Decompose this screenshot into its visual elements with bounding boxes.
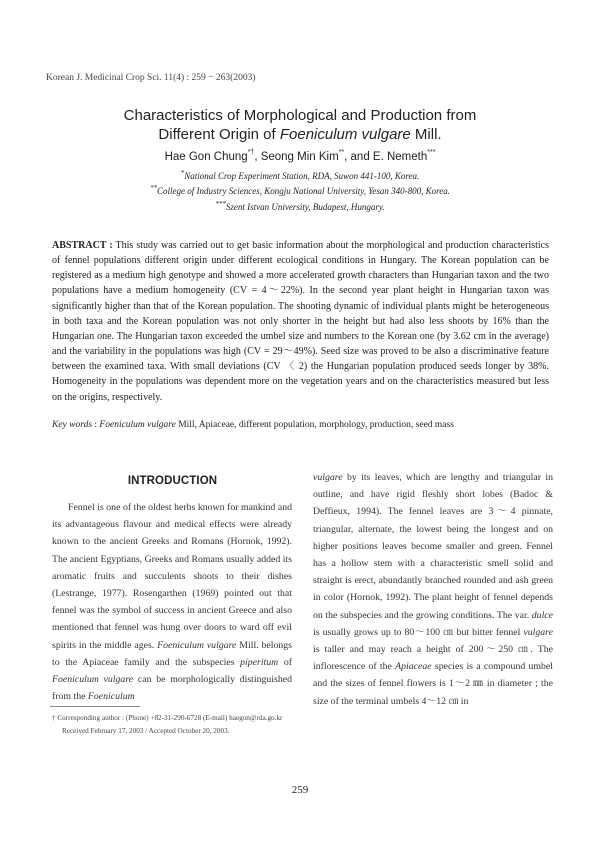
left-italic-2: piperitum bbox=[240, 656, 279, 668]
affiliation-2-mark: ** bbox=[149, 184, 157, 192]
left-text-2: Mill. belongs to the Apiaceae family and the subspecies bbox=[52, 639, 292, 668]
intro-left-column bbox=[52, 499, 292, 705]
affiliation-2-text: College of Industry Sciences, Kongju National University, Yesan 340-800, Korea. bbox=[156, 186, 451, 196]
right-text-1: by its leaves, which are lengthy and triangular in outline, and have rigid fleshly short lobes (Badoc & Deffieux, 1994). The fennel leaves are 3〜4 pinnate, triangular, alternate, the lowest being the longest and on higher positions leaves become smaller and green. Fennel has a hollow stem with a characteristic smell solid and straight is erect, abundantly branched rounded and ash green in color (Hornok, 1992). The plant height of fennel depends on the subspecies and the growing conditions. The var. bbox=[313, 472, 553, 621]
section-heading-introduction: INTRODUCTION bbox=[127, 475, 218, 487]
left-italic-1: Foeniculum vulgare bbox=[157, 639, 237, 651]
right-text-2: is usually grows up to 80〜100 ㎝ but bitter fennel bbox=[313, 626, 524, 638]
title-line-2-suffix: Mill. bbox=[410, 126, 442, 143]
right-text-4: species is a compound umbel and the sizes of fennel flowers is 1〜2 ㎜ in diameter ; the size of the terminal umbels 4〜12 ㎝ in bbox=[313, 661, 553, 707]
author-2: , Seong Min Kim bbox=[254, 151, 339, 163]
affiliation-3 bbox=[0, 202, 600, 212]
abstract bbox=[52, 238, 549, 405]
footnote-received-dates: Received February 17, 2003 / Accepted October 20, 2003. bbox=[62, 727, 230, 735]
affiliation-3-text: Szent Istvan University, Budapest, Hungary. bbox=[225, 202, 385, 212]
abstract-label: ABSTRACT : bbox=[52, 240, 113, 251]
keywords-separator: : bbox=[92, 420, 100, 430]
author-list bbox=[0, 151, 600, 163]
affiliation-1-text: National Crop Experiment Station, RDA, Suwon 441-100, Korea. bbox=[184, 171, 420, 181]
title-line-2 bbox=[0, 125, 600, 144]
affiliation-2 bbox=[0, 186, 600, 196]
intro-right-column bbox=[313, 469, 553, 710]
left-italic-4: Foeniculum bbox=[87, 691, 135, 703]
left-text-3: of bbox=[278, 656, 292, 668]
title-species: Foeniculum vulgare bbox=[279, 126, 411, 143]
author-1: Hae Gon Chung bbox=[164, 151, 248, 163]
author-2-mark: ** bbox=[338, 149, 345, 156]
right-italic-2: dulce bbox=[531, 609, 553, 621]
page-number: 259 bbox=[291, 784, 309, 796]
keywords bbox=[52, 420, 549, 430]
paper-title bbox=[0, 106, 600, 144]
journal-citation: Korean J. Medicinal Crop Sci. 11(4) : 259 − 263(2003) bbox=[46, 73, 256, 83]
footnote-corresponding-author: † Corresponding author : (Phone) +82-31-290-6728 (E-mail) haegon@rda.go.kr bbox=[52, 714, 283, 722]
right-italic-3: vulgare bbox=[523, 626, 553, 638]
footnote-rule bbox=[50, 706, 140, 707]
keywords-species: Foeniculum vulgare bbox=[99, 420, 176, 430]
keywords-label: Key words bbox=[52, 420, 93, 430]
author-1-mark: *† bbox=[247, 149, 255, 156]
affiliation-3-mark: *** bbox=[215, 200, 226, 208]
title-line-2-prefix: Different Origin of bbox=[158, 126, 280, 143]
right-italic-4: Apiaceae bbox=[395, 661, 432, 673]
author-3-mark: *** bbox=[427, 149, 436, 156]
left-text-4: can be morphologically distinguished from the bbox=[52, 674, 292, 703]
affiliation-1-mark: * bbox=[180, 169, 185, 177]
left-italic-3: Foeniculum vulgare bbox=[52, 674, 134, 686]
affiliation-1 bbox=[0, 171, 600, 181]
keywords-rest: Mill, Apiaceae, different population, morphology, production, seed mass bbox=[175, 420, 454, 430]
left-text-1: Fennel is one of the oldest herbs known for mankind and its advantageous flavour and medical effects were already known to the ancient Greeks and Romans (Hornok, 1992). The ancient Egyptians, Greeks and Romans usually added its aromatic fruits and succulents shoots to their dishes (Lestrange, 1977). Rosengarthen (1969) pointed out that fennel was the symbol of success in ancient Greece and also mentioned that fennel was hung over doors to ward off evil spirits in the middle ages. bbox=[52, 502, 292, 651]
right-italic-1: vulgare bbox=[313, 472, 343, 483]
right-text-3: is taller and may reach a height of 200〜250 ㎝. The inflorescence of the bbox=[313, 644, 553, 673]
author-3: , and E. Nemeth bbox=[344, 151, 428, 163]
abstract-text: This study was carried out to get basic information about the morphological and production characteristics of fennel populations different origin under different ecological conditions in Hungary. The Korean population can be registered as a medium high genotype and showed a more accelerated growth characters than Hungarian taxon and the two populations have a medium homogeneity (CV = 4〜22%). In the second year plant height in Hungarian taxon was significantly higher than that of the Korean population. The shooting dynamic of individual plants might be heterogeneous in both taxa and the Korean population was not only shorter in the height but had also less shoots by 16% than the Hungarian one. The Hungarian taxon exceeded the umbel size and numbers to the Korean one (by 3.62 cm in the average) and the variability in the populations was high (CV = 29〜49%). Seed size was proved to be also a discriminative feature between the examined taxa. With small deviations (CV 〈 2) the Hungarian population produced seeds longer by 38%. Homogeneity in the populations was dependent more on the vegetation years and on the characteristics measured but less on the origins, respectively. bbox=[52, 240, 550, 403]
title-line-1: Characteristics of Morphological and Production from bbox=[123, 107, 477, 124]
